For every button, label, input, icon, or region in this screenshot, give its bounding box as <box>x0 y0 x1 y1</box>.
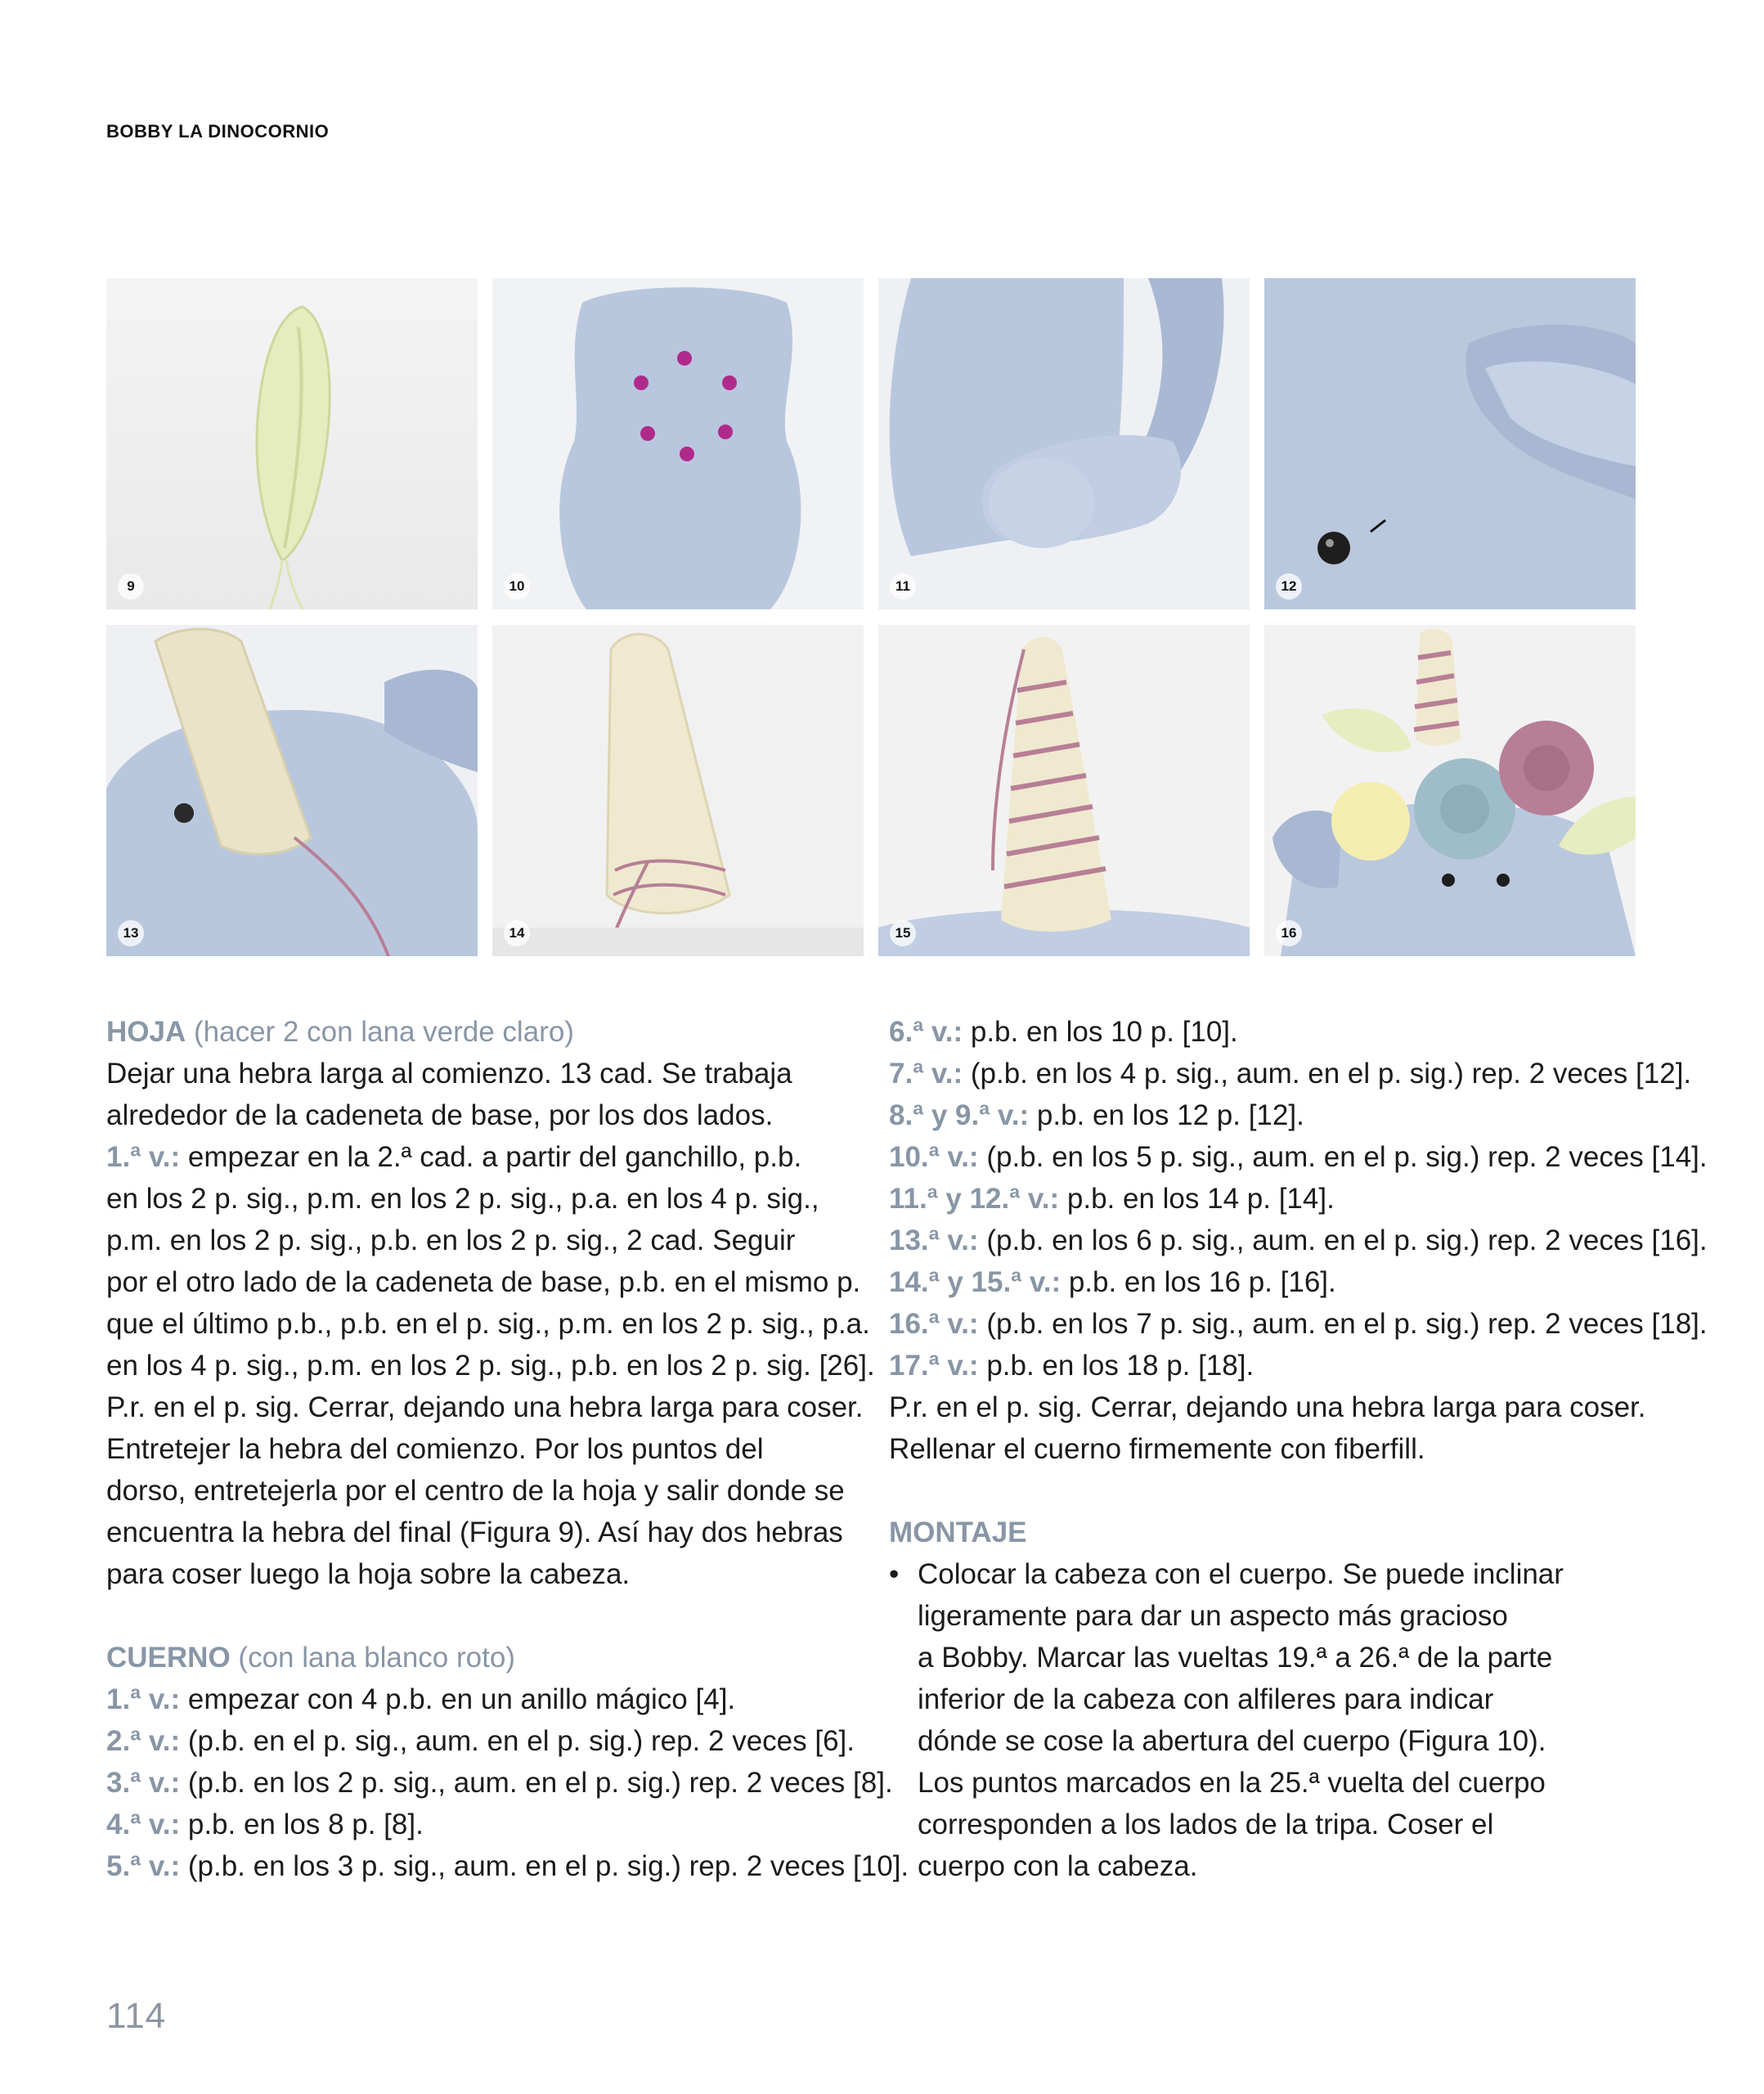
hoja-row-1-cont: en los 4 p. sig., p.m. en los 2 p. sig., p.b. en los 2 p. sig. [26]. <box>106 1350 875 1382</box>
hoja-row-1-cont: en los 2 p. sig., p.m. en los 2 p. sig., p.a. en los 4 p. sig., <box>106 1183 819 1215</box>
cuerno-row-7: 7.ª v.: (p.b. en los 4 p. sig., aum. en el p. sig.) rep. 2 veces [12]. <box>889 1058 1692 1090</box>
figure-9-photo <box>106 278 478 609</box>
figure-grid <box>106 278 1637 956</box>
figure-number: 12 <box>1276 573 1302 600</box>
montaje-bullet-item: • Colocar la cabeza con el cuerpo. Se puede inclinar ligeramente para dar un aspecto más gracioso a Bobby. Marcar las vueltas 19.ª a 26.ª de la parte inferior de la cabeza con alfileres para indicar dónde se cose la abertura del cuerpo (Figura 10). Los puntos marcados en la 25.ª vuelta del cuerpo corresponden a los lados de la tripa. Coser el cuerpo con la cabeza. <box>889 1553 1641 1887</box>
hoja-heading-line <box>106 1011 859 1053</box>
figure-number: 9 <box>118 573 144 600</box>
figure-number: 16 <box>1276 920 1302 946</box>
figure-11-photo <box>878 278 1250 609</box>
cuerno-row-5: 5.ª v.: (p.b. en los 3 p. sig., aum. en el p. sig.) rep. 2 veces [10]. <box>106 1850 909 1882</box>
page-number: 114 <box>106 1996 167 2036</box>
hoja-note: (hacer 2 con lana verde claro) <box>193 1016 574 1048</box>
cuerno-row-13: 13.ª v.: (p.b. en los 6 p. sig., aum. en el p. sig.) rep. 2 veces [16]. <box>889 1224 1708 1256</box>
hoja-row-1-cont: por el otro lado de la cadeneta de base, p.b. en el mismo p. <box>106 1266 861 1298</box>
cuerno-end-1: P.r. en el p. sig. Cerrar, dejando una hebra larga para coser. <box>889 1391 1646 1423</box>
hoja-row-1-cont: que el último p.b., p.b. en el p. sig., p.m. en los 2 p. sig., p.a. <box>106 1308 870 1340</box>
hoja-row-1-cont: p.m. en los 2 p. sig., p.b. en los 2 p. sig., 2 cad. Seguir <box>106 1224 796 1256</box>
figure-number: 13 <box>118 920 144 946</box>
bullet-mark: • <box>889 1558 900 1590</box>
figure-14-photo <box>492 625 864 956</box>
cuerno-row-11-12: 11.ª y 12.ª v.: p.b. en los 14 p. [14]. <box>889 1183 1335 1215</box>
cuerno-row-17: 17.ª v.: p.b. en los 18 p. [18]. <box>889 1350 1255 1382</box>
cuerno-heading: CUERNO <box>106 1642 231 1674</box>
figure-16-photo <box>1264 625 1636 956</box>
cuerno-row-14-15: 14.ª y 15.ª v.: p.b. en los 16 p. [16]. <box>889 1266 1336 1298</box>
row-key: 1.ª v.: <box>106 1141 181 1173</box>
cuerno-row-10: 10.ª v.: (p.b. en los 5 p. sig., aum. en el p. sig.) rep. 2 veces [14]. <box>889 1141 1708 1173</box>
figure-number: 14 <box>504 920 530 946</box>
cuerno-row-8-9: 8.ª y 9.ª v.: p.b. en los 12 p. [12]. <box>889 1099 1304 1131</box>
right-column <box>889 1011 1708 1887</box>
cuerno-row-3: 3.ª v.: (p.b. en los 2 p. sig., aum. en el p. sig.) rep. 2 veces [8]. <box>106 1767 893 1799</box>
cuerno-end-2: Rellenar el cuerno firmemente con fiberfill. <box>889 1433 1425 1465</box>
hoja-line-7: para coser luego la hoja sobre la cabeza. <box>106 1558 631 1590</box>
hoja-line-4: Entretejer la hebra del comienzo. Por los puntos del <box>106 1433 764 1465</box>
montaje-heading: MONTAJE <box>889 1517 1027 1548</box>
figure-13-photo <box>106 625 478 956</box>
cuerno-heading-line <box>106 1637 859 1678</box>
figure-number: 10 <box>504 573 530 600</box>
figure-10-photo <box>492 278 864 609</box>
cuerno-note: (con lana blanco roto) <box>238 1642 515 1674</box>
figure-number: 11 <box>890 573 916 600</box>
cuerno-row-2: 2.ª v.: (p.b. en el p. sig., aum. en el p. sig.) rep. 2 veces [6]. <box>106 1725 855 1757</box>
running-header: BOBBY LA DINOCORNIO <box>106 121 330 142</box>
cuerno-row-1: 1.ª v.: empezar con 4 p.b. en un anillo mágico [4]. <box>106 1683 736 1715</box>
figure-number: 15 <box>890 920 916 946</box>
cuerno-row-16: 16.ª v.: (p.b. en los 7 p. sig., aum. en el p. sig.) rep. 2 veces [18]. <box>889 1308 1708 1340</box>
hoja-heading: HOJA <box>106 1016 186 1048</box>
hoja-line-6: encuentra la hebra del final (Figura 9). Así hay dos hebras <box>106 1517 843 1548</box>
hoja-line-3: P.r. en el p. sig. Cerrar, dejando una hebra larga para coser. <box>106 1391 864 1423</box>
left-column <box>106 1011 909 1887</box>
figure-15-photo <box>878 625 1250 956</box>
cuerno-row-4: 4.ª v.: p.b. en los 8 p. [8]. <box>106 1809 424 1840</box>
hoja-line-5: dorso, entretejerla por el centro de la hoja y salir donde se <box>106 1475 845 1507</box>
figure-12-photo <box>1264 278 1636 609</box>
hoja-line-2: alrededor de la cadeneta de base, por los dos lados. <box>106 1099 774 1131</box>
hoja-row-1: 1.ª v.: empezar en la 2.ª cad. a partir del ganchillo, p.b. <box>106 1141 802 1173</box>
hoja-line-1: Dejar una hebra larga al comienzo. 13 cad. Se trabaja <box>106 1058 792 1090</box>
cuerno-row-6: 6.ª v.: p.b. en los 10 p. [10]. <box>889 1016 1238 1048</box>
